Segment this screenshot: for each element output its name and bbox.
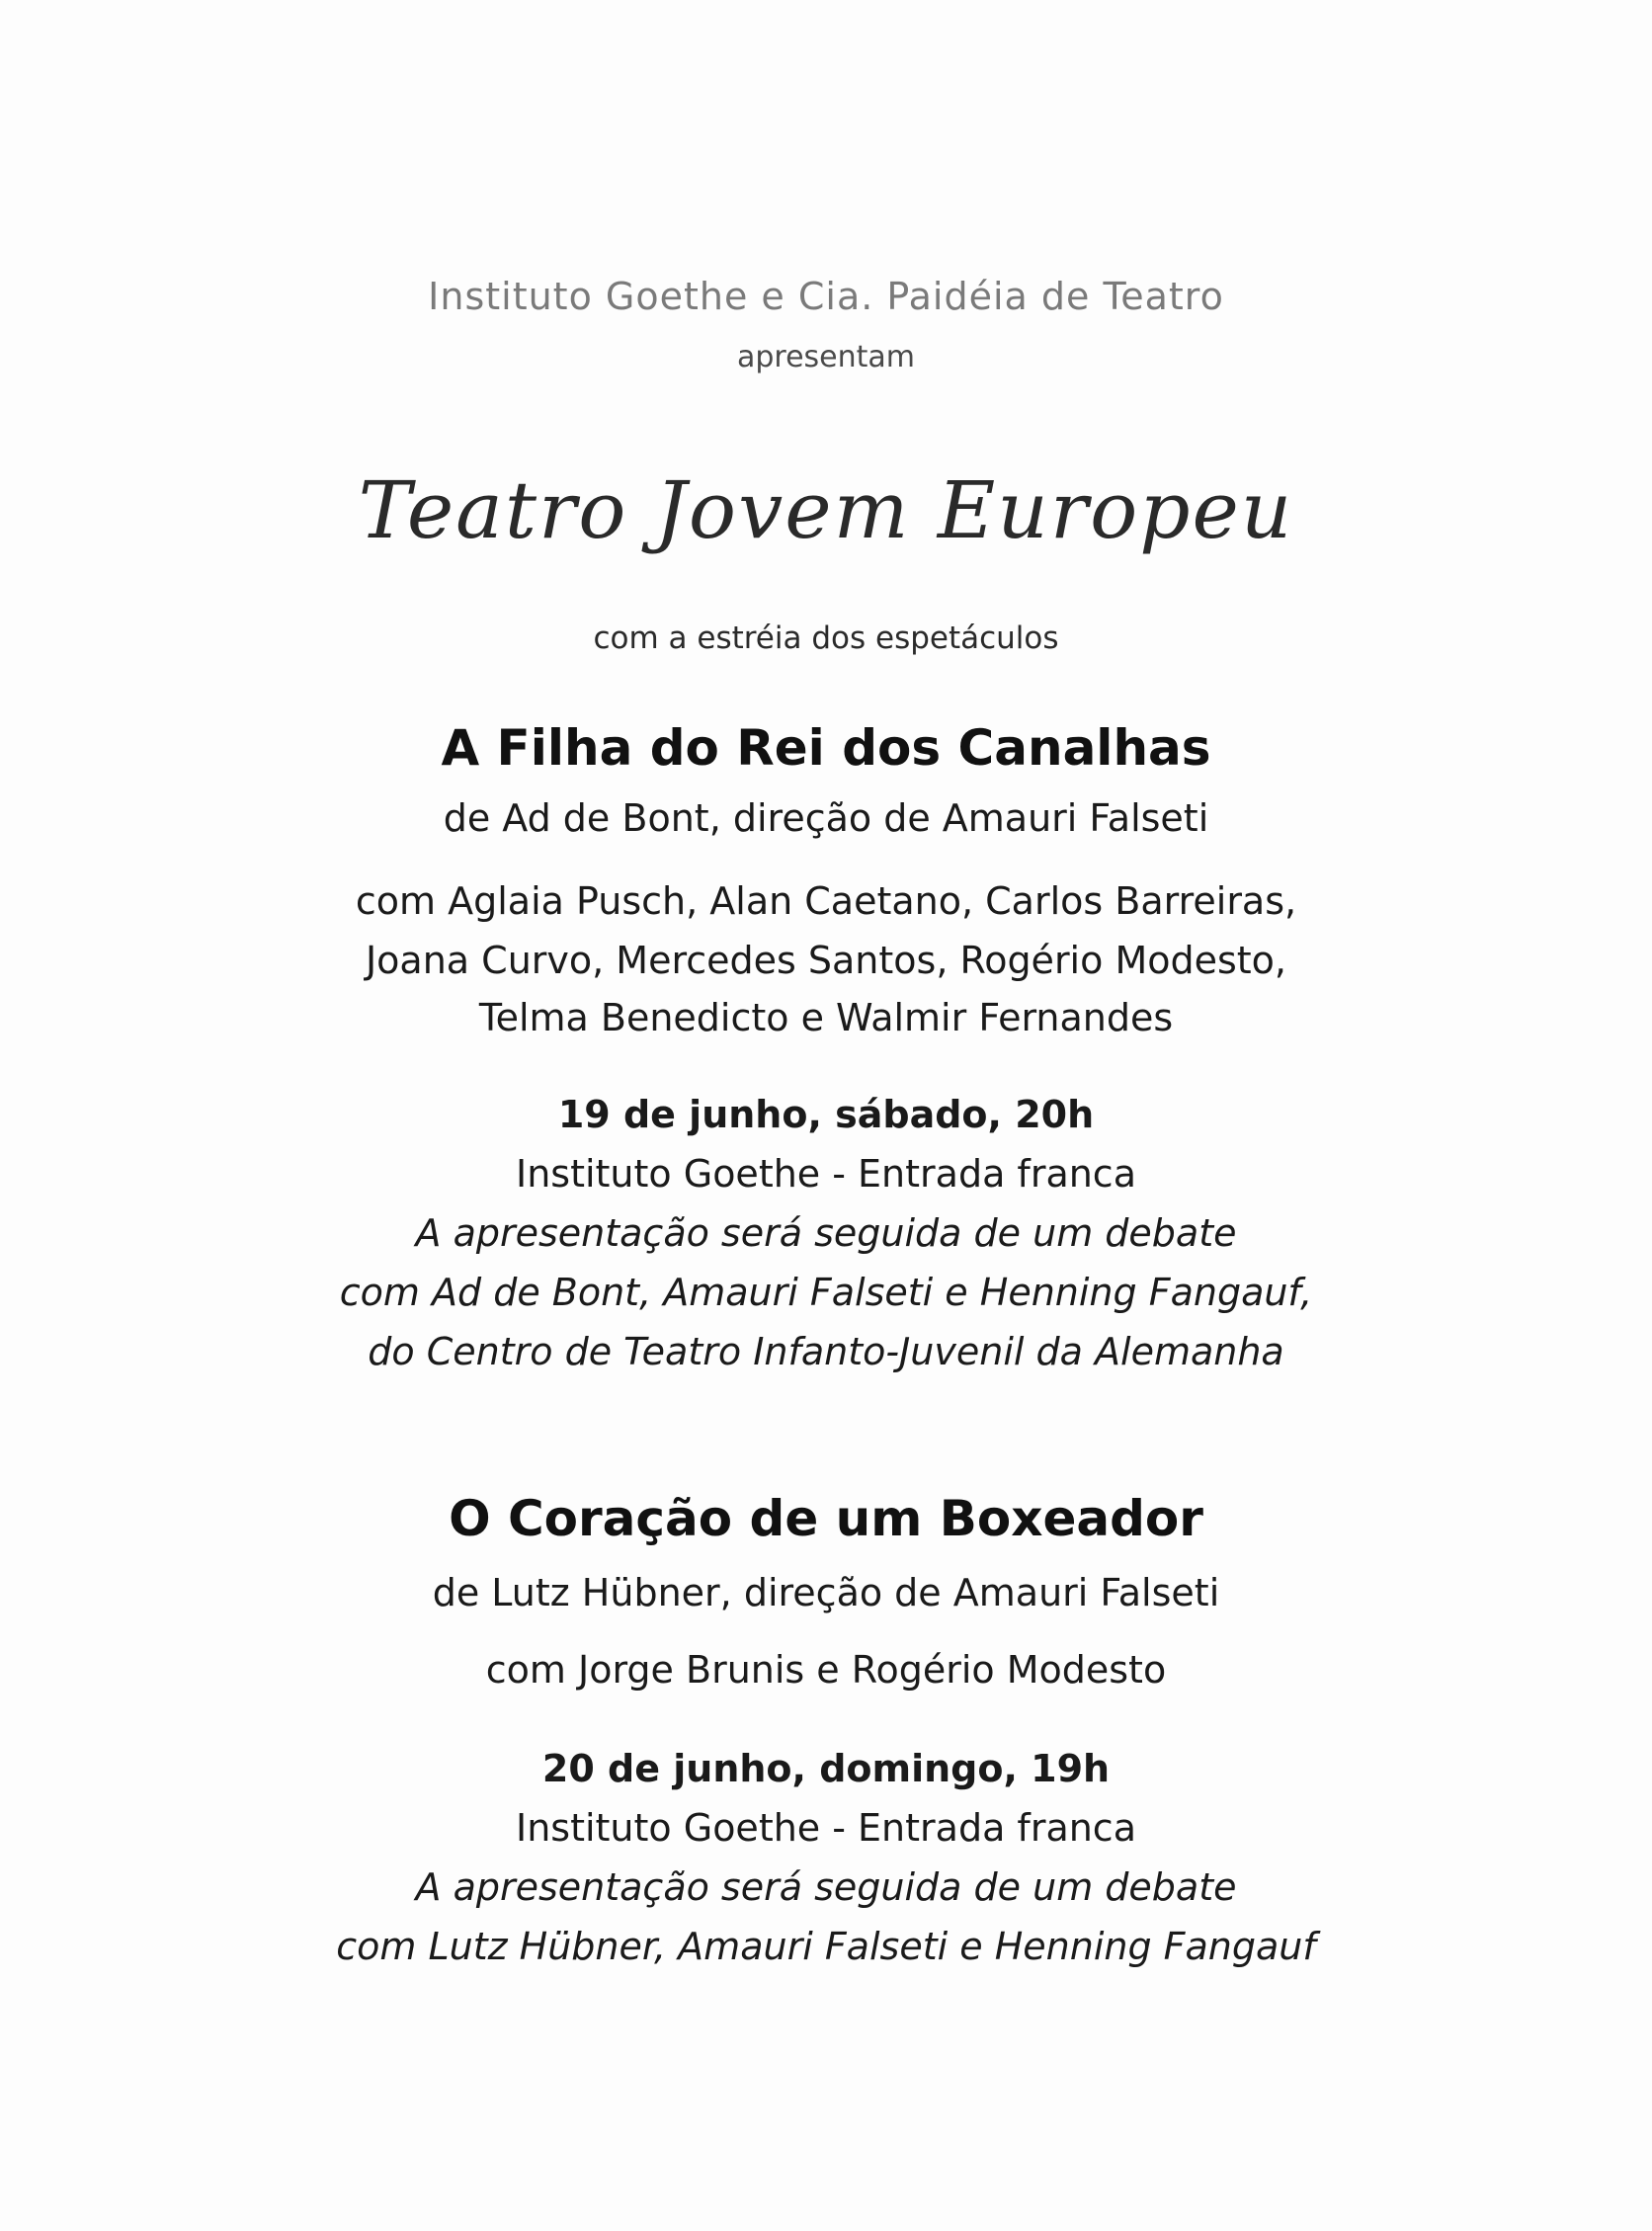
show-credit-1: de Ad de Bont, direção de Amauri Falseti: [443, 796, 1209, 840]
show-venue-2: Instituto Goethe - Entrada franca: [515, 1806, 1136, 1850]
show-cast-line: com Aglaia Pusch, Alan Caetano, Carlos Barreiras,: [355, 879, 1297, 923]
show-date-1: 19 de junho, sábado, 20h: [557, 1093, 1095, 1136]
presenters-verb: apresentam: [736, 340, 916, 374]
event-title: Teatro Jovem Europeu: [358, 464, 1294, 556]
show-note-line: A apresentação será seguida de um debate: [415, 1211, 1237, 1255]
show-cast-line: Telma Benedicto e Walmir Fernandes: [478, 996, 1174, 1039]
intro-line: com a estréia dos espetáculos: [593, 620, 1059, 656]
show-title-1: A Filha do Rei dos Canalhas: [441, 719, 1211, 777]
show-cast-line: Joana Curvo, Mercedes Santos, Rogério Modesto,: [365, 939, 1287, 982]
show-note-line: com Lutz Hübner, Amauri Falseti e Henning Fangauf: [336, 1925, 1316, 1968]
show-date-2: 20 de junho, domingo, 19h: [541, 1747, 1111, 1790]
show-credit-2: de Lutz Hübner, direção de Amauri Falseti: [432, 1571, 1220, 1614]
show-note-line: do Centro de Teatro Infanto-Juvenil da Alemanha: [368, 1330, 1284, 1373]
show-title-2: O Coração de um Boxeador: [449, 1490, 1203, 1547]
show-cast-line: com Jorge Brunis e Rogério Modesto: [485, 1648, 1167, 1692]
show-note-line: A apresentação será seguida de um debate: [415, 1865, 1237, 1909]
show-note-line: com Ad de Bont, Amauri Falseti e Henning Fangauf,: [339, 1271, 1313, 1314]
presenters-line: Instituto Goethe e Cia. Paidéia de Teatro: [428, 275, 1224, 318]
show-venue-1: Instituto Goethe - Entrada franca: [515, 1152, 1136, 1196]
